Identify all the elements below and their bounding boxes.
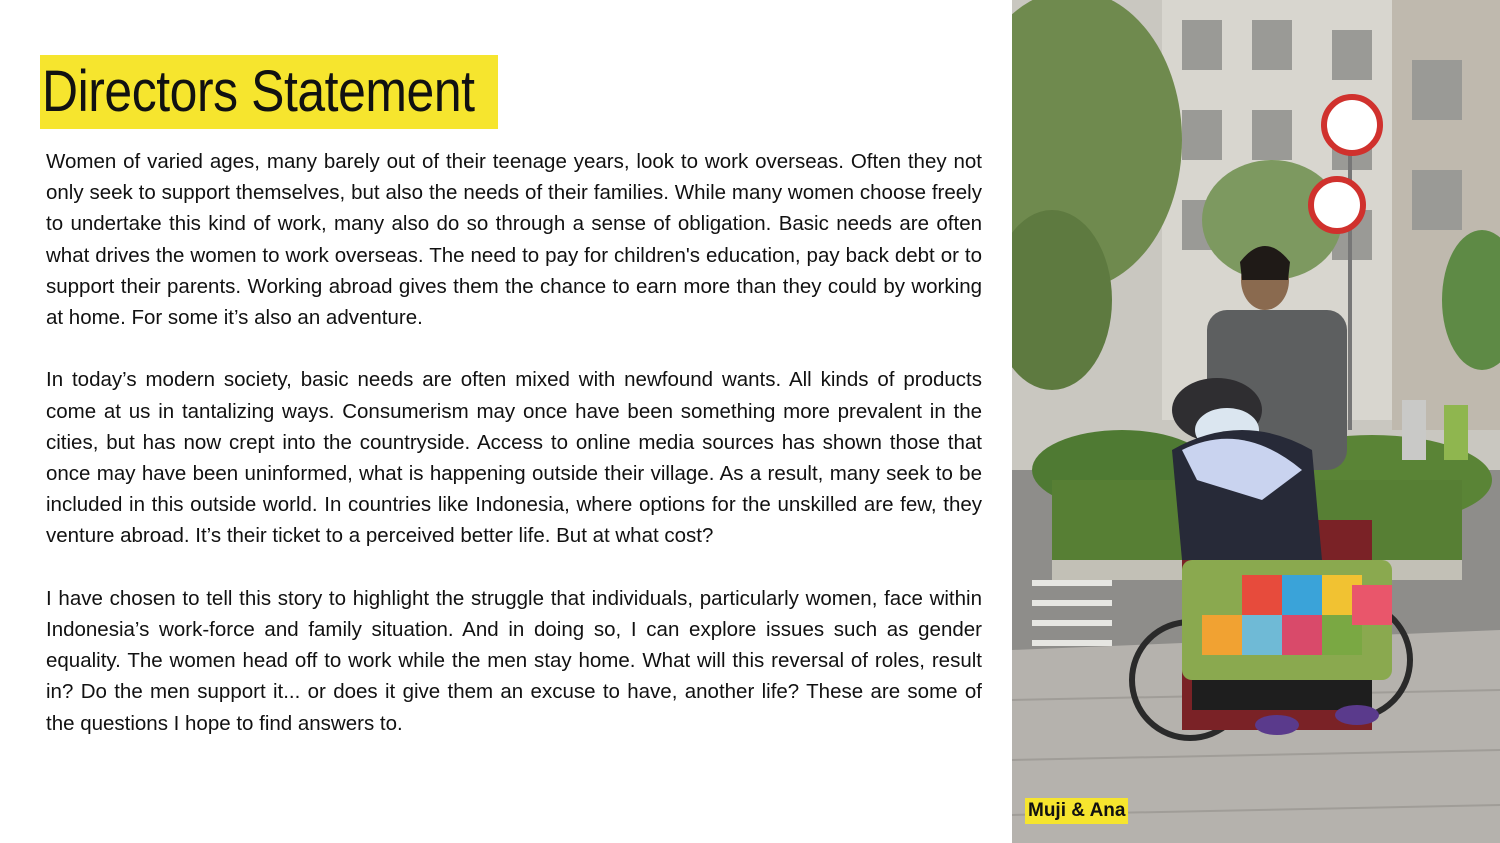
slide-title: Directors Statement [42,59,475,124]
street-photo [1012,0,1500,843]
paragraph-1: Women of varied ages, many barely out of their teenage years, look to work overseas. Often they not only seek to support themselves, but also the needs of their families. While many women choose freely to undertake this kind of work, many also do so through a sense of obligation. Basic needs are often what drives the women to work overseas. The need to pay for children's education, pay back debt or to support their parents. Working abroad gives them the chance to earn more than they could by working at home. For some it’s also an adventure. [46,150,982,330]
statement-body [46,146,982,739]
paragraph-2: In today’s modern society, basic needs are often mixed with newfound wants. All kinds of products come at us in tantalizing ways. Consumerism may once have been something more prevalent in the cities, but has now crept into the countryside. Access to online media sources has shown those that once may have been uninformed, what is happening outside their village. As a result, many seek to be included in this outside world. In countries like Indonesia, where options for the unskilled are few, they venture abroad. It’s their ticket to a perceived better life. But at what cost? [46,368,982,548]
title-highlight [40,55,498,129]
photo-caption: Muji & Ana [1025,798,1128,824]
paragraph-3: I have chosen to tell this story to highlight the struggle that individuals, particularly women, face within Indonesia’s work-force and family situation. And in doing so, I can explore issues such as gender equality. The women head off to work while the men stay home. What will this reversal of roles, result in? Do the men support it... or does it give them an excuse to have, another life? These are some of the questions I hope to find answers to. [46,586,982,735]
